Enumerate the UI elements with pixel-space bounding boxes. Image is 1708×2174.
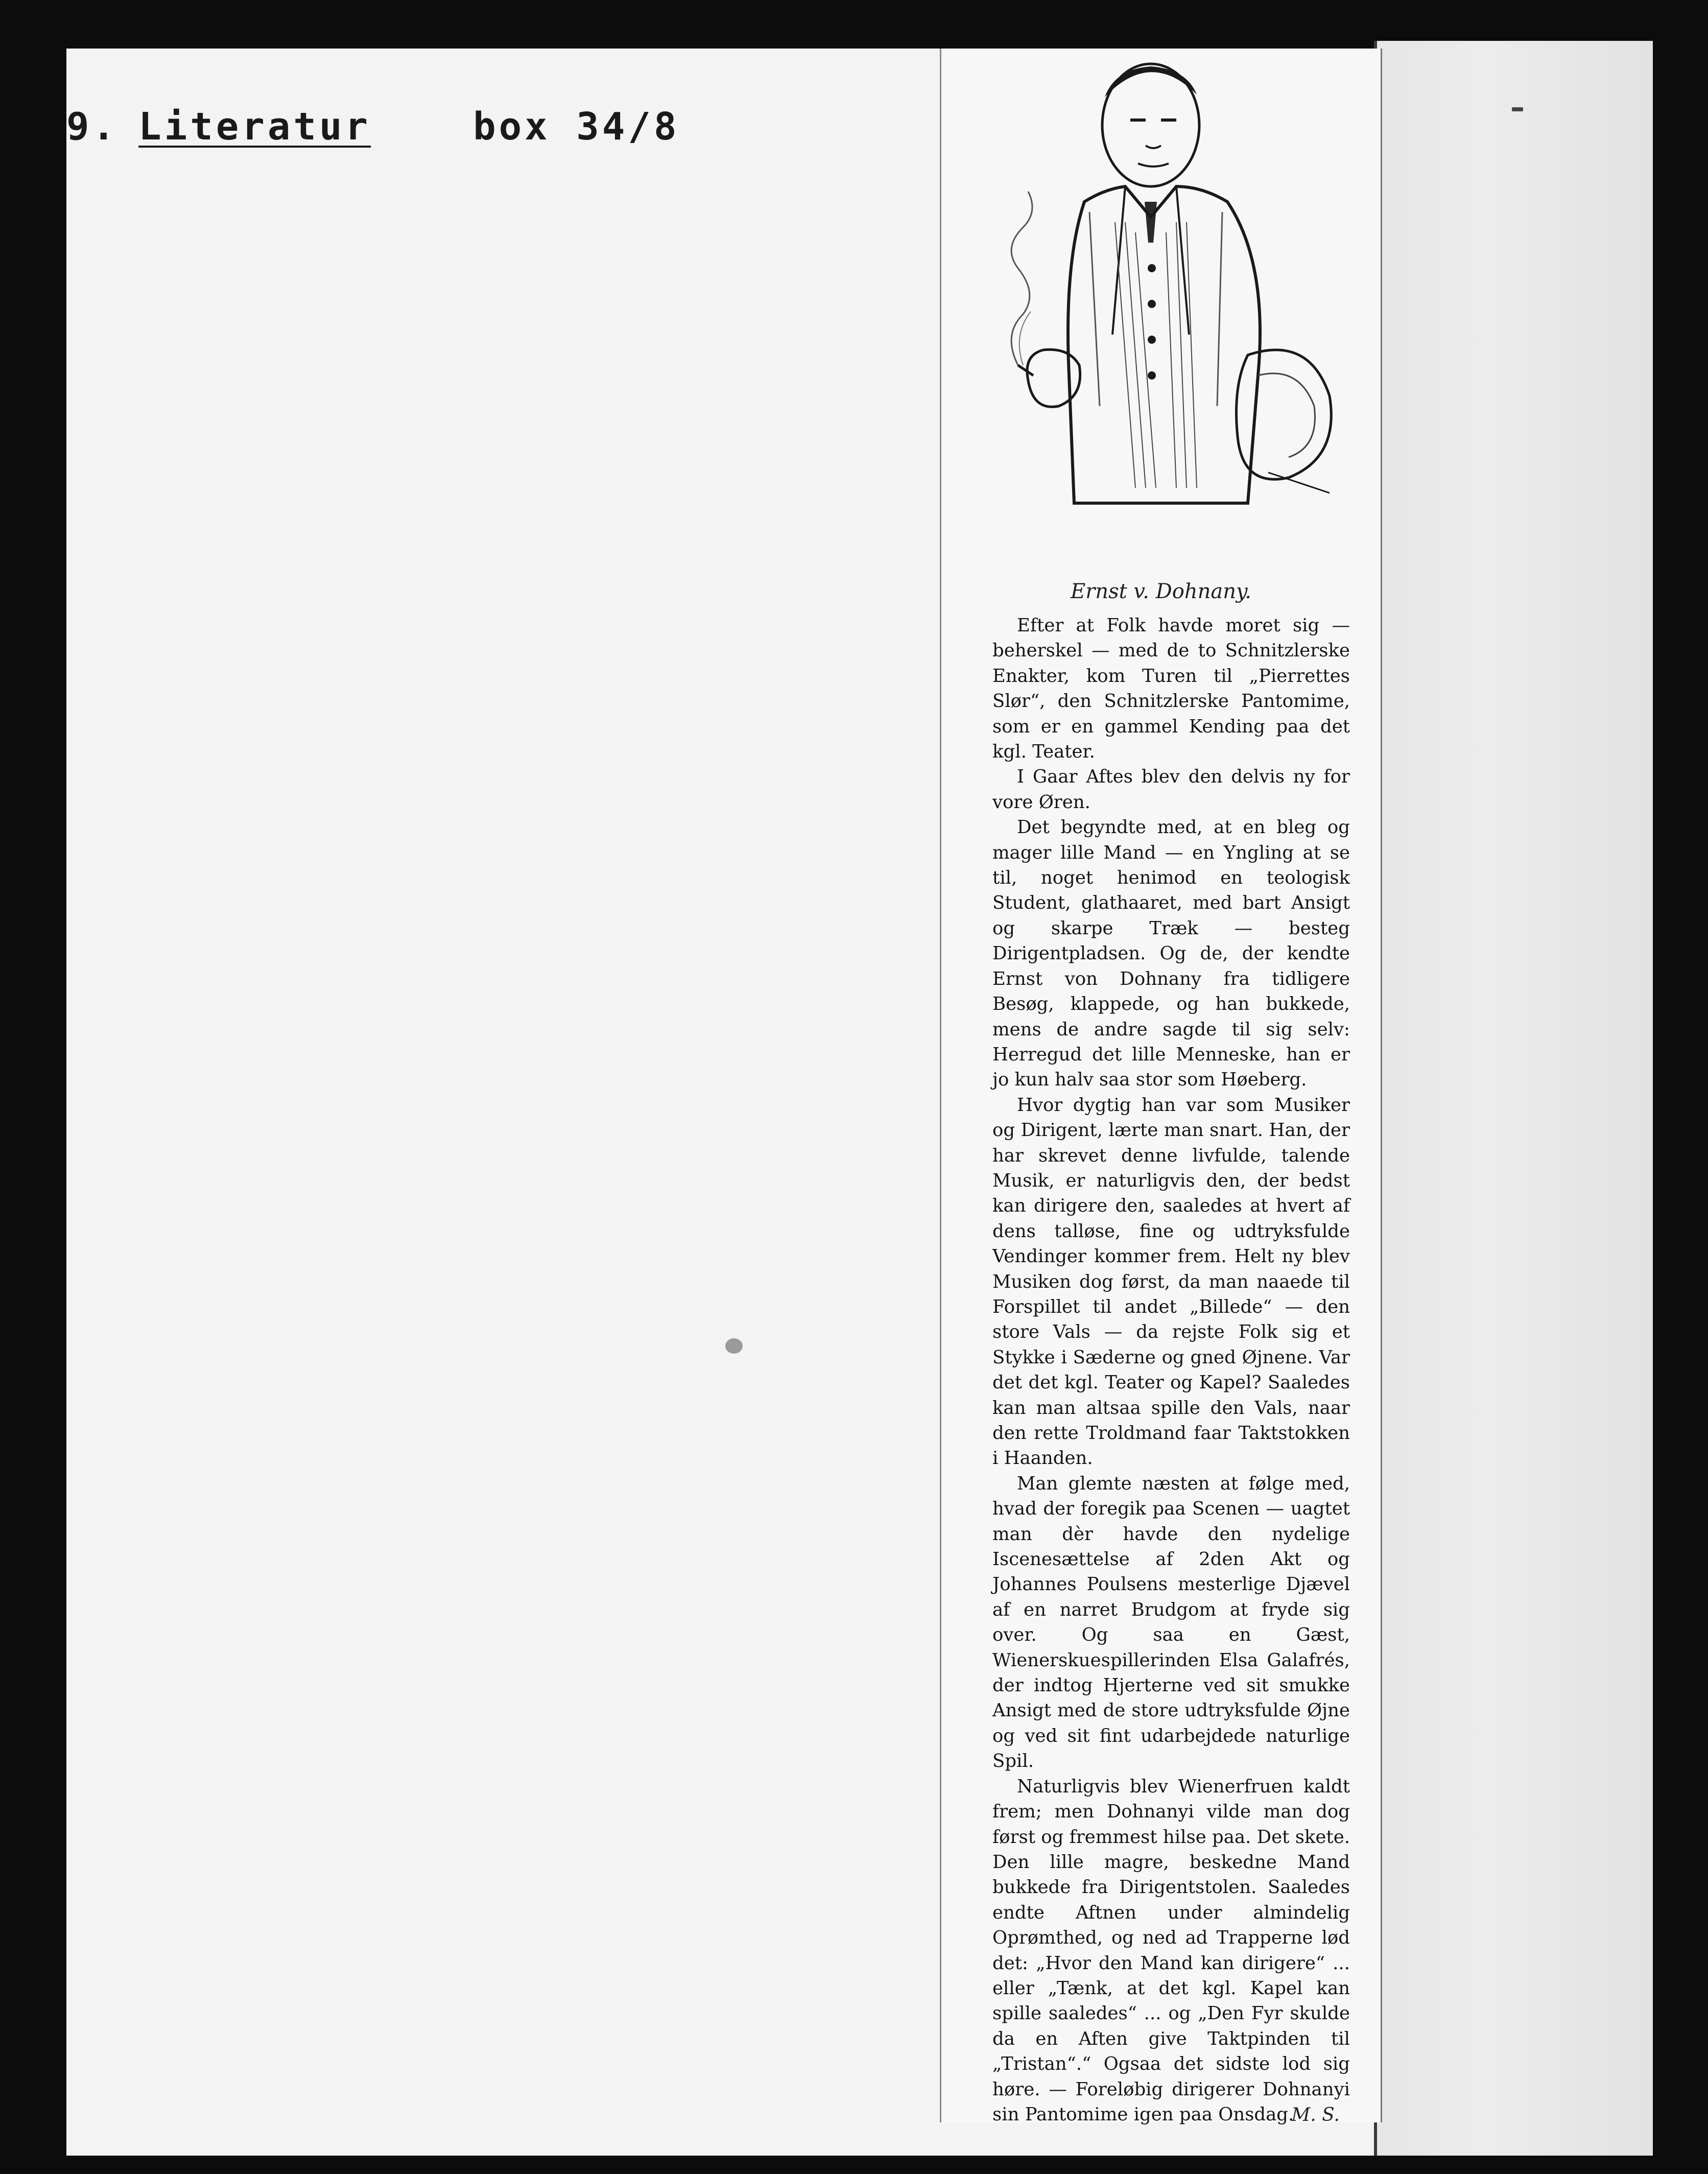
section-number: 9. xyxy=(66,105,118,149)
article-paragraph: Man glemte næsten at følge med, hvad der foregik paa Scenen — uagtet man dèr havde den nydelige Iscenesættelse af 2den Akt og Johannes Poulsens mesterlige Djævel af en narret Brudgom at fryde sig over. Og saa en Gæst, Wienerskuespillerinden Elsa Galafrés, der indtog Hjerterne ved sit smukke Ansigt med de store udtryksfulde Øjne og ved sit fint udarbejdede naturlige Spil. xyxy=(992,1473,1350,1772)
article-paragraph: Det begyndte med, at en bleg og mager lille Mand — en Yngling at se til, noget henimod en teologisk Student, glathaaret, med bart Ansigt og skarpe Træk — besteg Dirigentpladsen. Og de, der kendte Ernst von Dohnany fra tidligere Besøg, klappede, og han bukkede, mens de andre sagde til sig selv: Herregud det lille Menneske, han er jo kun halv saa stor som Høeberg. xyxy=(992,817,1350,1091)
portrait-caption: Ernst v. Dohnany. xyxy=(1071,580,1251,603)
article-body xyxy=(992,613,1350,2127)
author-signature: M. S. xyxy=(1291,2105,1340,2125)
portrait-of-conductor-smoking-icon xyxy=(982,49,1350,524)
article-paragraph: Naturligvis blev Wienerfruen kaldt frem; men Dohnanyi vilde man dog først og fremmest hilse paa. Det skete. Den lille magre, beskedne Mand bukkede fra Dirigentstolen. Saaledes endte Aftnen under almindelig Oprømthed, og ned ad Trapperne lød det: „Hvor den Mand kan dirigere“ ... eller „Tænk, at det kgl. Kapel kan spille saaledes“ ... og „Den Fyr skulde da en Aften give Taktpinden til „Tristan“.“ Ogsaa det sidste lod sig høre. — Foreløbig dirigerer Dohnanyi sin Pantomime igen paa Onsdag. xyxy=(992,1776,1350,2125)
archive-header xyxy=(66,105,680,149)
paper-speck xyxy=(725,1338,743,1354)
section-title: Literatur xyxy=(138,105,371,149)
article-paragraph: I Gaar Aftes blev den delvis ny for vore Øren. xyxy=(992,766,1350,813)
paper-speck xyxy=(1512,107,1523,111)
backing-sheet-edge xyxy=(1374,41,1653,2156)
article-paragraph: Hvor dygtig han var som Musiker og Dirigent, lærte man snart. Han, der har skrevet denne livfulde, talende Musik, er naturligvis den, der bedst kan dirigere den, saaledes at hvert af dens talløse, fine og udtryksfulde Vendinger kommer frem. Helt ny blev Musiken dog først, da man naaede til Forspillet til andet „Billede“ — den store Vals — da rejste Folk sig et Stykke i Sæderne og gned Øjnene. Var det det kgl. Teater og Kapel? Saaledes kan man altsaa spille den Vals, naar den rette Troldmand faar Taktstokken i Haanden. xyxy=(992,1094,1350,1469)
article-paragraph: Efter at Folk havde moret sig — beherskel — med de to Schnitzlerske Enakter, kom Turen til „Pierrettes Slør“, den Schnitzlerske Pantomime, som er en gammel Kending paa det kgl. Teater. xyxy=(992,615,1350,763)
box-reference: box 34/8 xyxy=(473,105,680,149)
newspaper-clipping xyxy=(940,49,1382,2125)
